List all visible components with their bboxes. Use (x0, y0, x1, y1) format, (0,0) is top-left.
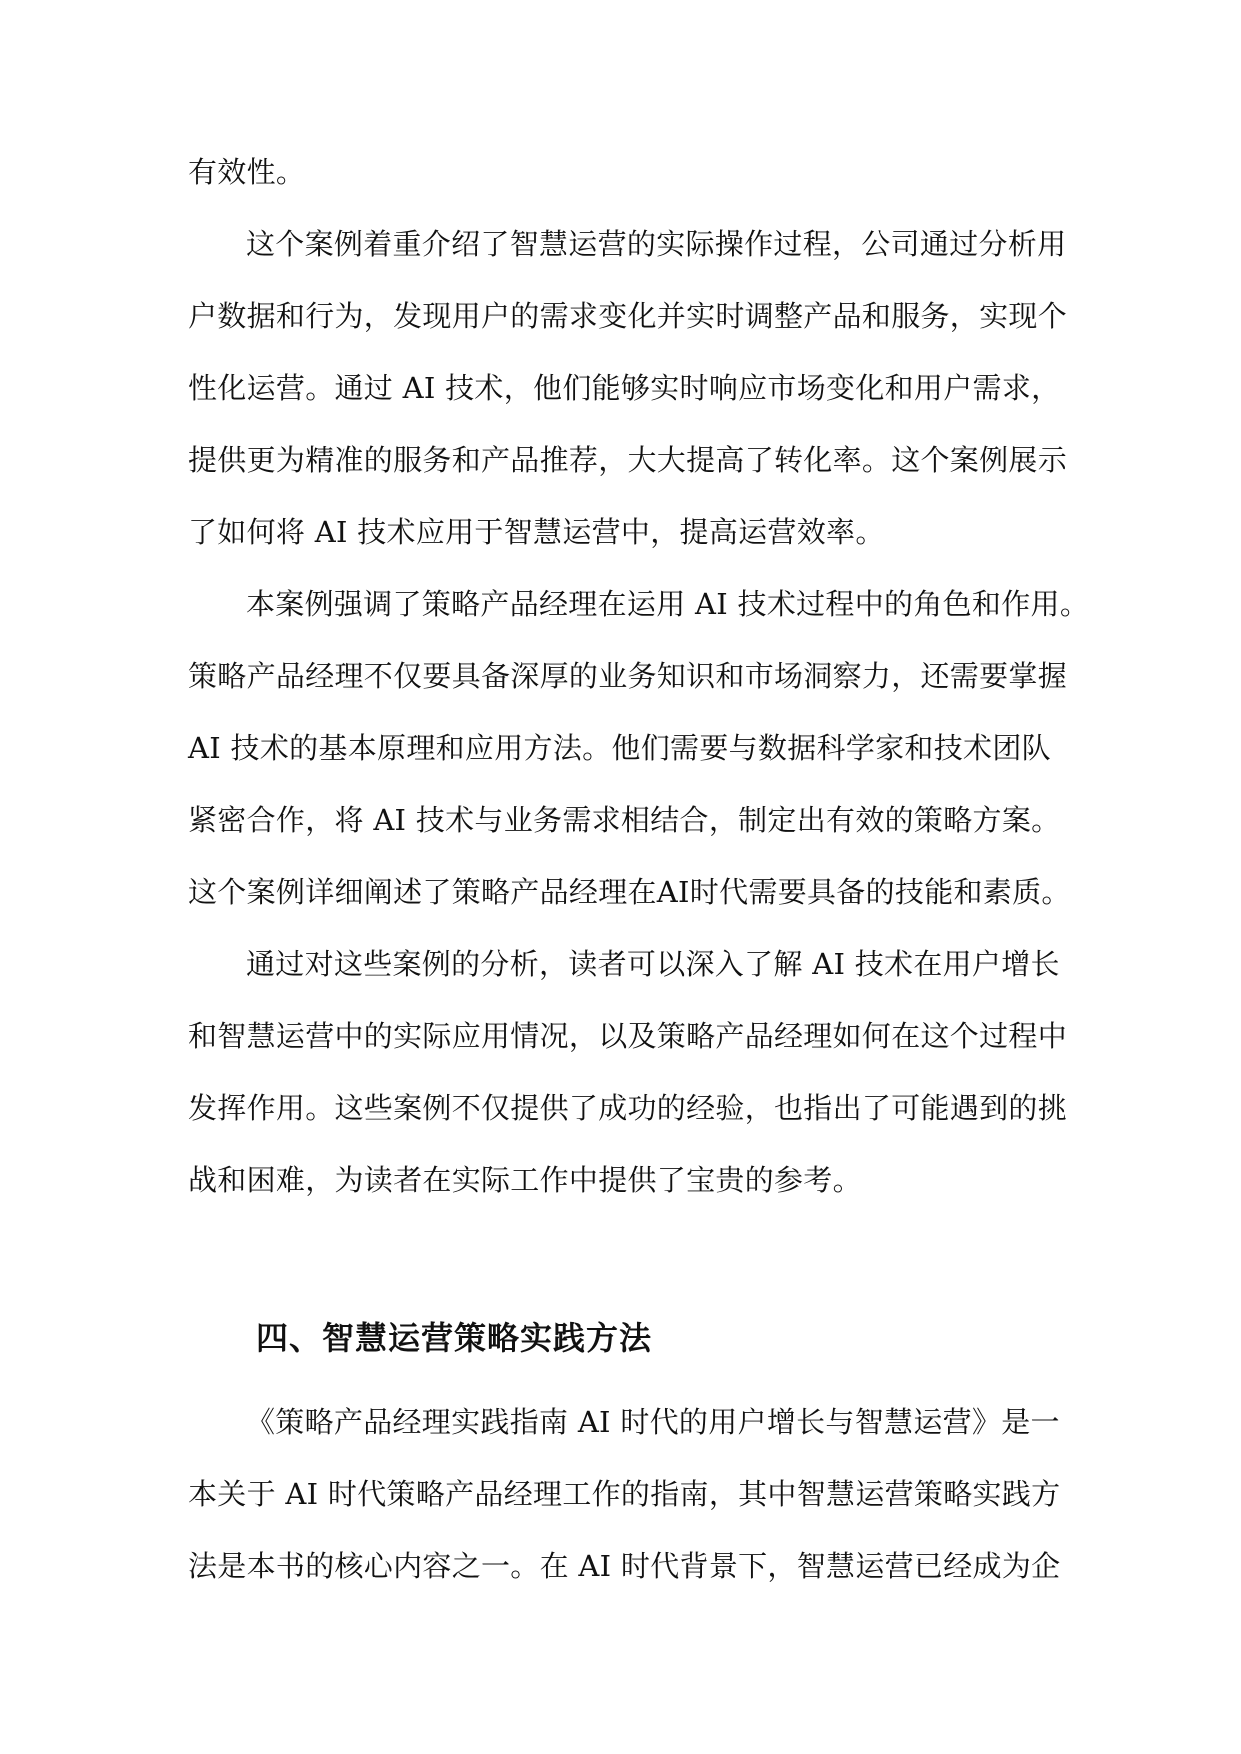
text-line: 本关于 AI 时代策略产品经理工作的指南，其中智慧运营策略实践方 (188, 1477, 1061, 1511)
text-line: 通过对这些案例的分析，读者可以深入了解 AI 技术在用户增长 (246, 947, 1060, 981)
text-line: 这个案例着重介绍了智慧运营的实际操作过程，公司通过分析用 (246, 227, 1067, 261)
text-line: 了如何将 AI 技术应用于智慧运营中，提高运营效率。 (188, 515, 885, 549)
text-line: 《策略产品经理实践指南 AI 时代的用户增长与智慧运营》是一 (246, 1405, 1060, 1439)
text-line: 法是本书的核心内容之一。在 AI 时代背景下，智慧运营已经成为企 (188, 1549, 1061, 1583)
text-line: 这个案例详细阐述了策略产品经理在AI时代需要具备的技能和素质。 (188, 875, 1071, 909)
text-line: 战和困难，为读者在实际工作中提供了宝贵的参考。 (188, 1163, 862, 1197)
text-line: 性化运营。通过 AI 技术，他们能够实时响应市场变化和用户需求， (188, 371, 1061, 405)
section-heading: 四、智慧运营策略实践方法 (256, 1319, 653, 1357)
text-line: 有效性。 (188, 155, 306, 189)
text-line: 户数据和行为，发现用户的需求变化并实时调整产品和服务，实现个 (188, 299, 1068, 333)
text-line: 紧密合作，将 AI 技术与业务需求相结合，制定出有效的策略方案。 (188, 803, 1061, 837)
text-line: 本案例强调了策略产品经理在运用 AI 技术过程中的角色和作用。 (246, 587, 1090, 621)
text-line: 发挥作用。这些案例不仅提供了成功的经验，也指出了可能遇到的挑 (188, 1091, 1068, 1125)
text-line: 提供更为精准的服务和产品推荐，大大提高了转化率。这个案例展示 (188, 443, 1068, 477)
text-line: 和智慧运营中的实际应用情况，以及策略产品经理如何在这个过程中 (188, 1019, 1068, 1053)
text-line: 策略产品经理不仅要具备深厚的业务知识和市场洞察力，还需要掌握 (188, 659, 1068, 693)
text-line: AI 技术的基本原理和应用方法。他们需要与数据科学家和技术团队 (188, 731, 1051, 765)
